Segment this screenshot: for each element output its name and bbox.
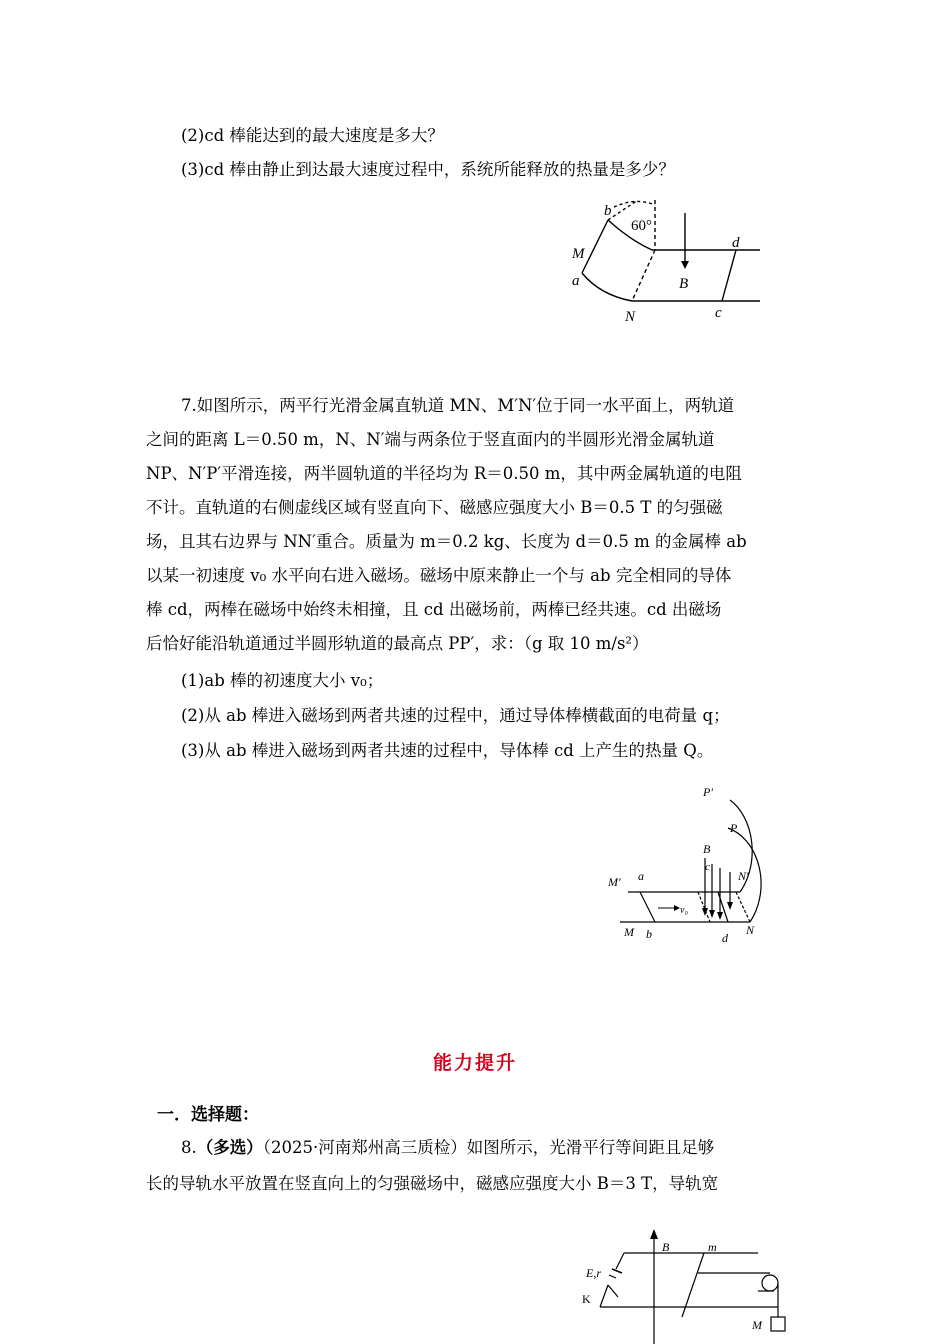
q7-line-6: 以某一初速度 v₀ 水平向右进入磁场。磁场中原来静止一个与 ab 完全相同的导体 [146,566,732,585]
q6-part2: (2)cd 棒能达到的最大速度是多大？ [181,126,444,145]
q6-part3: (3)cd 棒由静止到达最大速度过程中，系统所能释放的热量是多少？ [181,160,675,179]
mass-M [771,1317,785,1331]
q7-part3: (3)从 ab 棒进入磁场到两者共速的过程中，导体棒 cd 上产生的热量 Q。 [181,741,714,760]
q8-prefix: 8. [181,1138,197,1157]
boundary-dashed [632,250,655,301]
figure-q8 [578,1225,798,1344]
pulley [762,1275,778,1291]
boundary-left [698,892,710,922]
choice-section-title: 一．选择题： [157,1105,259,1125]
b-field-arrow-head [681,261,689,269]
label-a: a [638,869,644,883]
label-N-prime: N′ [738,869,749,883]
label-B: B [703,842,711,856]
bar-ab [640,892,655,922]
figure-q6 [560,195,770,330]
q7-line-7: 棒 cd，两棒在磁场中始终未相撞，且 cd 出磁场前，两棒已经共速。cd 出磁场 [146,600,722,619]
label-M: M [572,246,585,262]
q7-line-4: 不计。直轨道的右侧虚线区域有竖直向下、磁感应强度大小 B＝0.5 T 的匀强磁 [146,498,723,517]
q7-part2: (2)从 ab 棒进入磁场到两者共速的过程中，通过导体棒横截面的电荷量 q； [181,706,730,725]
b-arrow-head [650,1229,658,1239]
q8-line-1 [181,1136,808,1160]
label-P: P [730,821,738,835]
label-b: b [604,203,612,219]
q7-line-3: NP、N′P′平滑连接，两半圆轨道的半径均为 R＝0.50 m，其中两金属轨道的电阻 [146,464,742,483]
label-d: d [722,931,728,945]
label-m: m [708,1240,717,1254]
label-P-prime: P′ [703,785,713,799]
label-N: N [625,309,636,325]
label-b: b [646,927,652,941]
label-c: c [715,305,722,321]
label-M-prime: M′ [608,875,621,889]
bar-cd [722,250,736,301]
label-d: d [732,235,740,251]
label-K: K [582,1292,591,1306]
bar-ab [582,220,608,273]
label-Er: E,r [586,1266,601,1280]
q7-line-8: 后恰好能沿轨道通过半圆形轨道的最高点 PP′，求：（g 取 10 m/s²） [146,634,649,653]
q7-part1: (1)ab 棒的初速度大小 v₀； [181,671,384,690]
label-B: B [679,276,689,292]
figure-q7 [600,780,800,945]
label-B: B [662,1240,670,1254]
label-a: a [572,273,580,289]
q8-line-1-rest: 如图所示，光滑平行等间距且足够 [466,1138,715,1157]
section-title: 能力提升 [432,1052,517,1074]
label-N: N [746,923,755,937]
label-c: c [705,861,710,873]
q7-line-1: 7.如图所示，两平行光滑金属直轨道 MN、M′N′位于同一水平面上，两轨道 [181,396,735,415]
q8-tag: （多选） [196,1138,263,1157]
angle-label: 60° [631,218,652,234]
label-M: M [752,1318,762,1332]
q7-line-2: 之间的距离 L＝0.50 m，N、N′端与两条位于竖直面内的半圆形光滑金属轨道 [146,430,715,449]
angle-ref [608,200,638,220]
q8-line-2: 长的导轨水平放置在竖直向上的匀强磁场中，磁感应强度大小 B＝3 T，导轨宽 [146,1174,719,1193]
lower-rail-curve [582,273,632,301]
q7-line-5: 场，且其右边界与 NN′重合。质量为 m＝0.2 kg、长度为 d＝0.5 m 的金属棒 ab [146,532,747,551]
boundary-right [736,892,750,922]
label-M: M [624,925,634,939]
q8-source: （2025·河南郑州高三质检） [262,1138,467,1157]
label-v0: v₀ [680,905,688,916]
